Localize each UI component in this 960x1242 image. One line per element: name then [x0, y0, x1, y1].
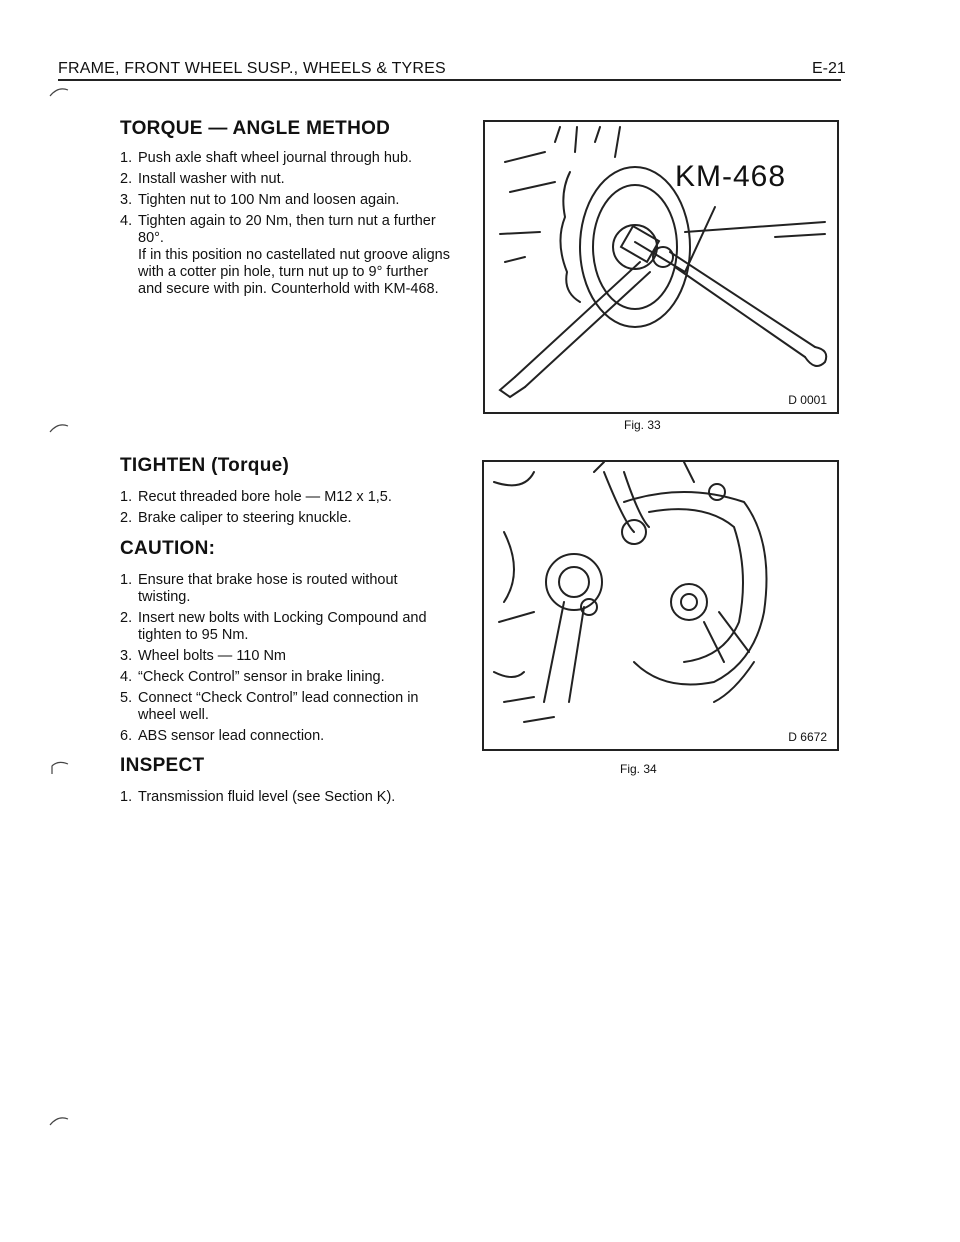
torque-angle-steps [120, 150, 450, 298]
list-item: 3. Wheel bolts — 110 Nm [120, 648, 287, 664]
fig34-illustration [482, 460, 839, 751]
running-header-title: FRAME, FRONT WHEEL SUSP., WHEELS & TYRES [58, 60, 446, 77]
torque-angle-section [120, 118, 450, 302]
margin-mark [48, 1113, 72, 1127]
page-number: E-21 [812, 60, 846, 77]
fig34-code: D 6672 [788, 730, 827, 744]
list-item: 1. Ensure that brake hose is routed without twisting. [120, 572, 398, 605]
margin-mark [48, 758, 72, 776]
list-item: 6. ABS sensor lead connection. [120, 728, 325, 744]
header-rule [58, 79, 841, 81]
list-item: 2. Brake caliper to steering knuckle. [120, 510, 352, 526]
caution-heading: CAUTION: [120, 538, 216, 559]
list-item: 4. “Check Control” sensor in brake lining. [120, 669, 385, 685]
inspect-section [120, 755, 450, 810]
fig33-caption: Fig. 33 [624, 418, 661, 432]
tighten-heading: TIGHTEN (Torque) [120, 455, 290, 476]
fig34-caption: Fig. 34 [620, 762, 657, 776]
torque-angle-heading: TORQUE — ANGLE METHOD [120, 118, 391, 139]
caution-section [120, 538, 450, 749]
inspect-heading: INSPECT [120, 755, 205, 776]
list-item: 2. Insert new bolts with Locking Compound and tighten to 95 Nm. [120, 610, 427, 643]
fig33-code: D 0001 [788, 393, 827, 407]
list-item: 1. Transmission fluid level (see Section K). [120, 789, 396, 805]
brake-caliper-drawing [484, 462, 837, 749]
tool-label: KM-468 [675, 160, 787, 193]
list-item: 1. Push axle shaft wheel journal through hub. [120, 150, 413, 166]
margin-mark [48, 84, 72, 98]
list-item: 1. Recut threaded bore hole — M12 x 1,5. [120, 489, 392, 505]
fig33-illustration [483, 120, 839, 414]
margin-mark [48, 420, 72, 434]
list-item: 3. Tighten nut to 100 Nm and loosen again. [120, 192, 400, 208]
castellated-nut-note: If in this position no castellated nut groove aligns with a cotter pin hole, turn nut up to 9° further and secure with pin. Counterhold with KM-468. [138, 247, 450, 297]
tighten-section [120, 455, 450, 531]
list-item: 5. Connect “Check Control” lead connection in wheel well. [120, 690, 419, 723]
list-item: 2. Install washer with nut. [120, 171, 285, 187]
list-item: 4. Tighten again to 20 Nm, then turn nut a further 80°. If in this position no castellated nut groove aligns with a cotter pin hole, turn nut up to 9° further and secure with pin. Counterhold with KM-468. [120, 213, 450, 297]
